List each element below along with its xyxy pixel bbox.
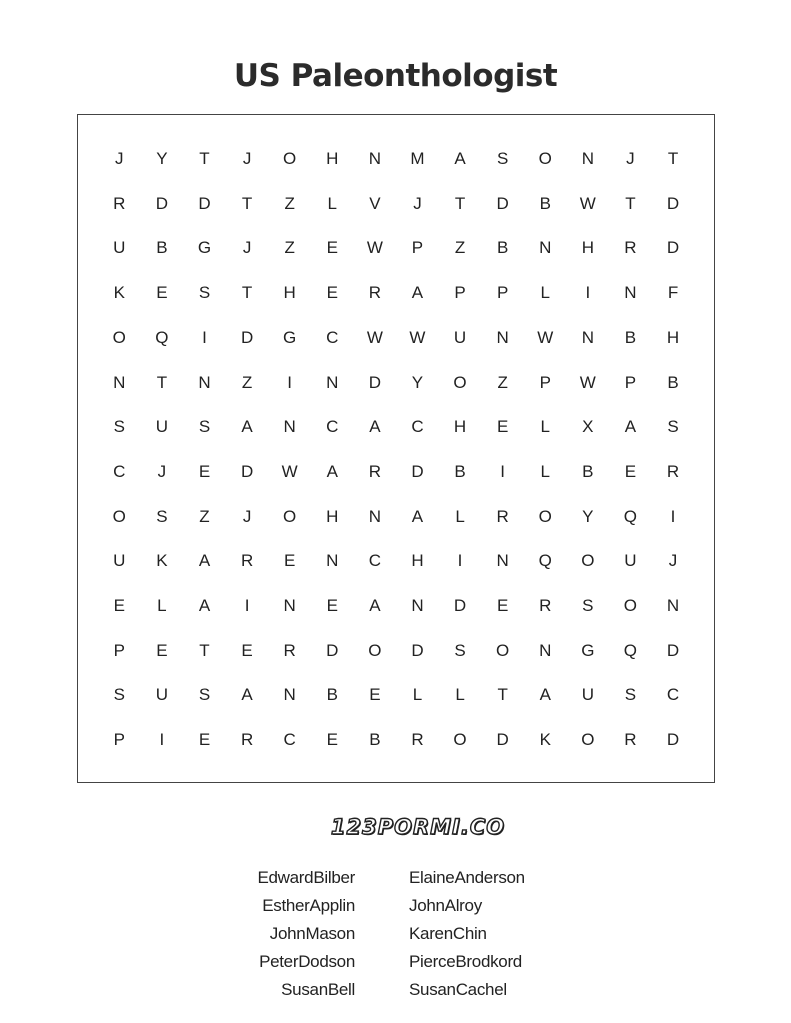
- grid-cell[interactable]: O: [283, 506, 297, 526]
- grid-cell[interactable]: N: [283, 417, 296, 437]
- grid-cell[interactable]: I: [159, 730, 165, 750]
- grid-cell[interactable]: H: [666, 327, 680, 347]
- grid-cell[interactable]: S: [198, 685, 211, 705]
- word-list-item: PierceBrodkord: [409, 952, 522, 971]
- grid-cell[interactable]: Z: [497, 372, 508, 392]
- grid-cell[interactable]: E: [326, 238, 338, 258]
- grid-cell[interactable]: T: [241, 193, 253, 213]
- grid-cell[interactable]: L: [540, 283, 550, 303]
- grid-cell[interactable]: E: [156, 283, 168, 303]
- grid-cell[interactable]: A: [539, 685, 551, 705]
- grid-cell[interactable]: E: [241, 640, 253, 660]
- grid-cell[interactable]: C: [666, 685, 680, 705]
- word-list-right: [409, 864, 609, 1004]
- grid-row: [98, 233, 694, 263]
- grid-cell[interactable]: T: [454, 193, 466, 213]
- grid-cell[interactable]: D: [411, 461, 424, 481]
- grid-cell[interactable]: L: [455, 685, 465, 705]
- grid-row: [98, 323, 694, 353]
- grid-cell[interactable]: Q: [623, 506, 638, 526]
- grid-cell[interactable]: E: [326, 730, 338, 750]
- grid-cell[interactable]: A: [454, 149, 466, 168]
- grid-cell[interactable]: X: [582, 417, 594, 437]
- grid-cell[interactable]: C: [283, 730, 296, 750]
- grid-cell[interactable]: B: [369, 730, 381, 750]
- grid-cell[interactable]: I: [670, 506, 676, 526]
- grid-cell[interactable]: A: [411, 506, 424, 526]
- grid-cell[interactable]: N: [539, 640, 552, 660]
- grid-cell[interactable]: G: [283, 327, 297, 347]
- grid-cell[interactable]: D: [666, 193, 680, 213]
- grid-cell[interactable]: A: [198, 596, 211, 615]
- grid-cell[interactable]: S: [113, 685, 125, 705]
- grid-cell[interactable]: A: [369, 417, 381, 437]
- grid-cell[interactable]: E: [326, 283, 338, 303]
- grid-cell[interactable]: A: [369, 596, 381, 615]
- grid-cell[interactable]: W: [537, 327, 554, 347]
- grid-cell[interactable]: N: [624, 283, 637, 303]
- grid-cell[interactable]: W: [366, 238, 383, 258]
- grid-cell[interactable]: R: [368, 461, 381, 481]
- grid-cell[interactable]: R: [240, 730, 254, 750]
- grid-cell[interactable]: H: [326, 506, 339, 526]
- grid-cell[interactable]: D: [411, 640, 424, 660]
- grid-cell[interactable]: A: [326, 461, 338, 481]
- grid-cell[interactable]: L: [540, 417, 550, 437]
- grid-cell[interactable]: S: [454, 640, 466, 660]
- grid-cell[interactable]: Z: [454, 238, 466, 258]
- grid-cell[interactable]: H: [326, 149, 339, 168]
- grid-cell[interactable]: J: [242, 238, 252, 258]
- grid-cell[interactable]: S: [624, 685, 637, 705]
- grid-cell[interactable]: D: [240, 327, 254, 347]
- grid-cell[interactable]: B: [667, 372, 679, 392]
- grid-cell[interactable]: A: [241, 417, 253, 437]
- grid-cell[interactable]: T: [199, 149, 210, 168]
- grid-cell[interactable]: I: [202, 327, 207, 347]
- grid-cell[interactable]: C: [326, 327, 339, 347]
- grid-cell[interactable]: O: [368, 640, 382, 660]
- grid-cell[interactable]: E: [624, 461, 637, 481]
- grid-cell[interactable]: A: [624, 417, 637, 437]
- grid-cell[interactable]: D: [666, 238, 680, 258]
- grid-cell[interactable]: V: [369, 193, 381, 213]
- grid-cell[interactable]: A: [241, 685, 253, 705]
- grid-cell[interactable]: U: [155, 685, 169, 705]
- grid-cell[interactable]: T: [667, 149, 679, 168]
- grid-cell[interactable]: S: [198, 283, 211, 303]
- grid-cell[interactable]: E: [113, 596, 125, 615]
- grid-cell[interactable]: D: [155, 193, 169, 213]
- grid-cell[interactable]: N: [581, 149, 594, 168]
- grid-row: [98, 502, 694, 532]
- grid-cell[interactable]: H: [581, 238, 594, 258]
- grid-cell[interactable]: O: [581, 730, 595, 750]
- grid-cell[interactable]: O: [496, 640, 510, 660]
- word-list-item: SusanCachel: [409, 980, 507, 999]
- grid-cell[interactable]: Q: [155, 327, 169, 347]
- grid-cell[interactable]: N: [581, 327, 594, 347]
- grid-cell[interactable]: R: [411, 730, 424, 750]
- grid-row: [98, 725, 694, 755]
- grid-cell[interactable]: N: [368, 506, 381, 526]
- grid-cell[interactable]: P: [411, 238, 424, 258]
- word-list-item: EstherApplin: [262, 896, 355, 915]
- grid-cell[interactable]: Y: [411, 372, 424, 392]
- grid-cell[interactable]: J: [242, 506, 252, 526]
- grid-row: [98, 412, 694, 442]
- grid-cell[interactable]: S: [496, 149, 509, 168]
- grid-cell[interactable]: W: [281, 461, 298, 481]
- grid-cell[interactable]: G: [197, 238, 212, 258]
- grid-cell[interactable]: D: [326, 640, 339, 660]
- grid-cell[interactable]: J: [157, 461, 167, 481]
- grid-cell[interactable]: L: [327, 193, 337, 213]
- brand-logo: 123PORMI.CO: [330, 815, 506, 839]
- grid-cell[interactable]: C: [113, 461, 126, 481]
- grid-cell[interactable]: D: [453, 596, 467, 615]
- grid-row: [98, 368, 694, 398]
- grid-cell[interactable]: L: [157, 596, 167, 615]
- grid-cell[interactable]: D: [368, 372, 381, 392]
- grid-cell[interactable]: B: [539, 193, 551, 213]
- grid-cell[interactable]: J: [413, 193, 422, 213]
- grid-cell[interactable]: N: [283, 596, 296, 615]
- grid-row: [98, 636, 694, 666]
- grid-cell[interactable]: O: [283, 149, 297, 168]
- grid-cell[interactable]: E: [369, 685, 381, 705]
- grid-cell[interactable]: U: [624, 551, 637, 571]
- grid-cell[interactable]: U: [155, 417, 169, 437]
- grid-cell[interactable]: E: [284, 551, 296, 571]
- grid-cell[interactable]: K: [156, 551, 168, 571]
- grid-cell[interactable]: K: [539, 730, 551, 750]
- grid-cell[interactable]: O: [581, 551, 595, 571]
- grid-cell[interactable]: O: [112, 327, 126, 347]
- grid-cell[interactable]: E: [198, 461, 211, 481]
- grid-row: [98, 457, 694, 487]
- grid-cell[interactable]: N: [198, 372, 211, 392]
- grid-cell[interactable]: T: [156, 372, 168, 392]
- grid-cell[interactable]: I: [287, 372, 293, 392]
- grid-row: [98, 591, 694, 621]
- grid-cell[interactable]: P: [624, 372, 637, 392]
- grid-cell[interactable]: Q: [538, 551, 552, 571]
- grid-cell[interactable]: L: [412, 685, 423, 705]
- grid-cell[interactable]: Y: [582, 506, 594, 526]
- grid-cell[interactable]: A: [411, 283, 424, 303]
- grid-cell[interactable]: D: [496, 730, 509, 750]
- grid-cell[interactable]: J: [115, 149, 124, 168]
- grid-cell[interactable]: R: [368, 283, 381, 303]
- grid-cell[interactable]: Z: [284, 193, 295, 213]
- grid-cell[interactable]: L: [540, 461, 550, 481]
- word-list-left: [200, 864, 355, 1004]
- grid-row: [98, 680, 694, 710]
- grid-cell[interactable]: Z: [284, 238, 295, 258]
- grid-cell[interactable]: O: [538, 149, 552, 168]
- grid-cell[interactable]: O: [623, 596, 638, 615]
- grid-cell[interactable]: D: [666, 730, 680, 750]
- grid-cell[interactable]: N: [496, 327, 509, 347]
- grid-cell[interactable]: W: [579, 193, 596, 213]
- grid-cell[interactable]: I: [457, 551, 463, 571]
- grid-cell[interactable]: B: [582, 461, 594, 481]
- grid-cell[interactable]: Q: [623, 640, 638, 660]
- grid-cell[interactable]: Z: [199, 506, 210, 526]
- grid-cell[interactable]: S: [113, 417, 125, 437]
- grid-cell[interactable]: R: [496, 506, 509, 526]
- grid-cell[interactable]: O: [538, 506, 552, 526]
- grid-cell[interactable]: C: [411, 417, 424, 437]
- grid-row: [98, 278, 694, 308]
- grid-cell[interactable]: B: [326, 685, 338, 705]
- grid-cell[interactable]: E: [326, 596, 338, 615]
- grid-cell[interactable]: S: [667, 417, 679, 437]
- grid-cell[interactable]: N: [326, 372, 339, 392]
- grid-cell[interactable]: S: [198, 417, 211, 437]
- grid-cell[interactable]: L: [455, 506, 465, 526]
- word-list-item: PeterDodson: [259, 952, 355, 971]
- grid-cell[interactable]: I: [585, 283, 591, 303]
- grid-cell[interactable]: S: [582, 596, 594, 615]
- grid-cell[interactable]: R: [624, 238, 637, 258]
- word-list-item: ElaineAnderson: [409, 868, 525, 887]
- grid-row: [98, 546, 694, 576]
- grid-cell[interactable]: M: [410, 149, 425, 168]
- grid-cell[interactable]: S: [156, 506, 168, 526]
- grid-cell[interactable]: N: [283, 685, 296, 705]
- grid-cell[interactable]: P: [454, 283, 466, 303]
- grid-cell[interactable]: C: [326, 417, 339, 437]
- grid-cell[interactable]: P: [113, 640, 125, 660]
- grid-cell[interactable]: R: [539, 596, 552, 615]
- grid-cell[interactable]: T: [241, 283, 253, 303]
- grid-cell[interactable]: U: [113, 551, 126, 571]
- puzzle-title: US Paleonthologist: [233, 58, 558, 94]
- grid-cell[interactable]: O: [112, 506, 126, 526]
- grid-cell[interactable]: I: [244, 596, 250, 615]
- grid-cell[interactable]: T: [625, 193, 636, 213]
- letter-grid: [77, 114, 715, 783]
- grid-cell[interactable]: R: [283, 640, 296, 660]
- grid-cell[interactable]: U: [113, 238, 126, 258]
- grid-cell[interactable]: D: [240, 461, 254, 481]
- grid-cell[interactable]: Z: [241, 372, 253, 392]
- grid-cell[interactable]: A: [198, 551, 211, 571]
- grid-cell[interactable]: E: [198, 730, 211, 750]
- grid-cell[interactable]: B: [496, 238, 509, 258]
- grid-cell[interactable]: H: [453, 417, 467, 437]
- grid-cell[interactable]: H: [283, 283, 296, 303]
- grid-cell[interactable]: J: [668, 551, 678, 571]
- grid-cell[interactable]: R: [624, 730, 637, 750]
- grid-cell[interactable]: W: [409, 327, 426, 347]
- grid-cell[interactable]: C: [368, 551, 381, 571]
- grid-cell[interactable]: B: [454, 461, 466, 481]
- grid-cell[interactable]: O: [453, 372, 467, 392]
- grid-cell[interactable]: T: [497, 685, 508, 705]
- grid-cell[interactable]: J: [626, 149, 635, 168]
- grid-cell[interactable]: N: [411, 596, 424, 615]
- grid-cell[interactable]: D: [198, 193, 211, 213]
- grid-cell[interactable]: P: [113, 730, 125, 750]
- grid-cell[interactable]: N: [113, 372, 126, 392]
- grid-cell[interactable]: W: [579, 372, 596, 392]
- grid-cell[interactable]: P: [539, 372, 551, 392]
- grid-cell[interactable]: H: [411, 551, 424, 571]
- grid-cell[interactable]: R: [240, 551, 254, 571]
- grid-cell[interactable]: R: [113, 193, 126, 213]
- grid-cell[interactable]: N: [326, 551, 339, 571]
- word-list-item: KarenChin: [409, 924, 487, 943]
- grid-cell[interactable]: E: [156, 640, 168, 660]
- grid-cell[interactable]: T: [199, 640, 210, 660]
- grid-cell[interactable]: D: [666, 640, 680, 660]
- grid-cell[interactable]: Y: [156, 149, 168, 168]
- grid-cell[interactable]: E: [496, 417, 509, 437]
- grid-cell[interactable]: R: [666, 461, 680, 481]
- grid-cell[interactable]: I: [500, 461, 505, 481]
- word-list-item: JohnAlroy: [409, 896, 482, 915]
- grid-cell[interactable]: F: [667, 283, 679, 303]
- grid-cell[interactable]: J: [242, 149, 252, 168]
- grid-row: [98, 144, 694, 174]
- word-list-item: EdwardBilber: [257, 868, 355, 887]
- grid-cell[interactable]: K: [113, 283, 125, 303]
- grid-cell[interactable]: U: [453, 327, 467, 347]
- grid-cell[interactable]: P: [496, 283, 509, 303]
- word-list-item: JohnMason: [269, 924, 355, 943]
- word-list-item: SusanBell: [281, 980, 355, 999]
- grid-cell[interactable]: N: [496, 551, 509, 571]
- grid-cell[interactable]: G: [581, 640, 595, 660]
- grid-cell[interactable]: U: [581, 685, 594, 705]
- grid-cell[interactable]: D: [496, 193, 509, 213]
- grid-cell[interactable]: B: [624, 327, 637, 347]
- grid-cell[interactable]: N: [539, 238, 552, 258]
- grid-cell[interactable]: B: [156, 238, 168, 258]
- grid-cell[interactable]: E: [496, 596, 509, 615]
- grid-cell[interactable]: W: [366, 327, 383, 347]
- grid-cell[interactable]: N: [666, 596, 680, 615]
- grid-cell[interactable]: N: [368, 149, 381, 168]
- grid-row: [98, 189, 694, 219]
- grid-cell[interactable]: O: [453, 730, 467, 750]
